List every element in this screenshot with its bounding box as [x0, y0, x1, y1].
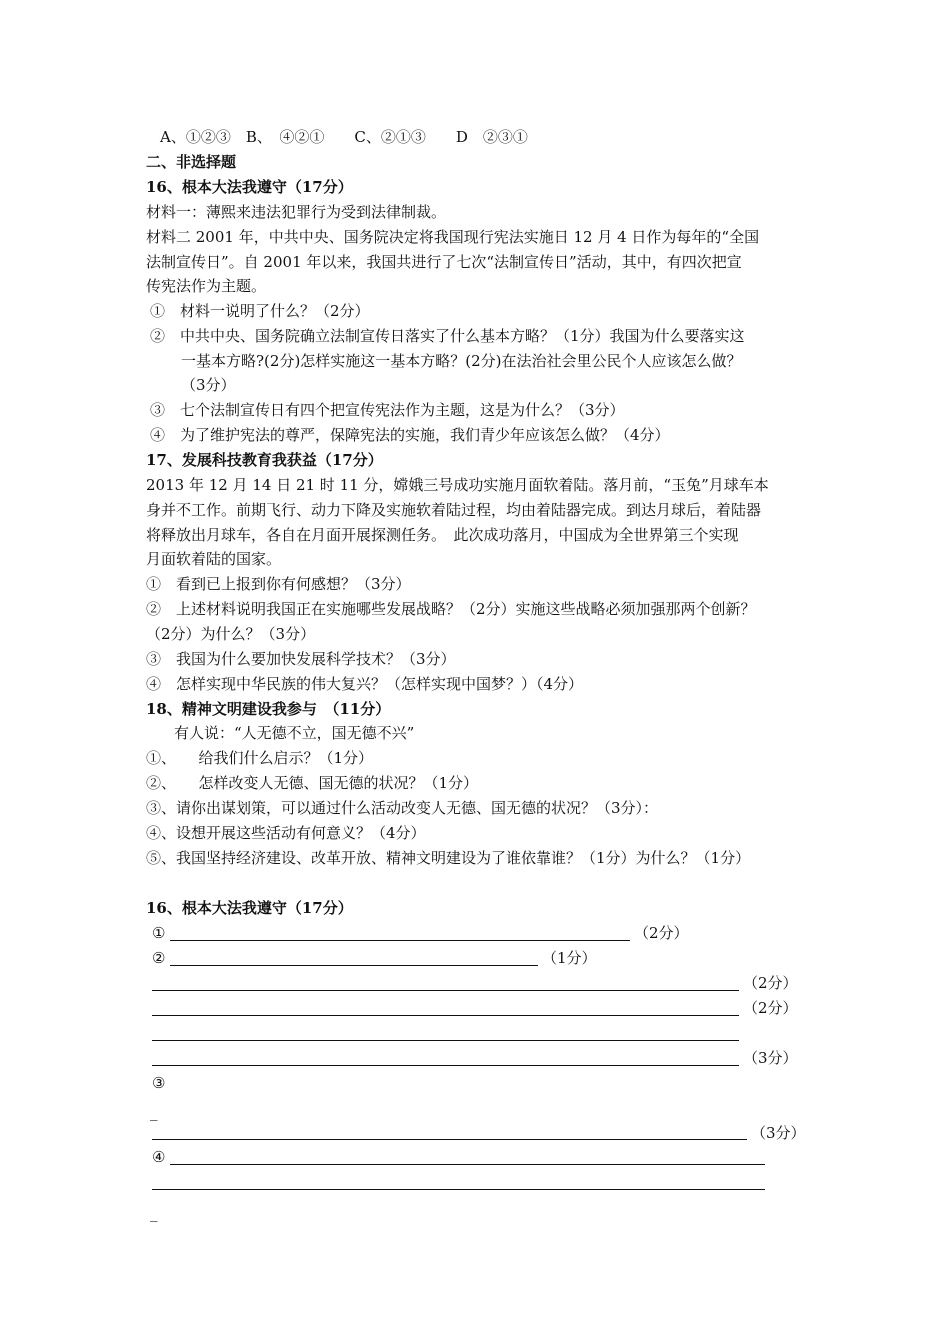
answer-line[interactable]	[170, 1164, 765, 1165]
q16-question4: ④ 为了维护宪法的尊严，保障宪法的实施，我们青少年应该怎么做？（4分）	[150, 426, 670, 444]
answer16-marker-4: ④	[152, 1148, 166, 1166]
q17-question1: ① 看到已上报到你有何感想？（3分）	[146, 575, 411, 593]
q16-question2-line3: （3分）	[181, 376, 236, 394]
answer16-marker-2: ②	[152, 949, 166, 967]
choice-options: A、①②③ B、 ④②① C、②①③ D ②③①	[160, 128, 528, 146]
q18-question3: ③、请你出谋划策，可以通过什么活动改变人无德、国无德的状况？（3分）：	[146, 799, 659, 817]
answer-line[interactable]	[152, 1015, 739, 1016]
q18-question1: ①、 给我们什么启示？（1分）	[146, 749, 374, 767]
q16-material2-line3: 传宪法作为主题。	[146, 277, 267, 295]
q18-question4: ④、设想开展这些活动有何意义？（4分）	[146, 824, 426, 842]
q16-material1: 材料一：薄熙来违法犯罪行为受到法律制裁。	[146, 203, 447, 221]
answer-line[interactable]	[152, 1189, 765, 1190]
answer16-score: （2分）	[743, 999, 798, 1017]
answer16-marker-1: ①	[152, 924, 166, 942]
answer16-score: （1分）	[542, 949, 597, 967]
q16-question2-line1: ② 中共中央、国务院确立法制宣传日落实了什么基本方略？（1分）我国为什么要落实这	[150, 327, 745, 345]
q18-title: 18、精神文明建设我参与 （11分）	[146, 700, 391, 718]
q16-title: 16、根本大法我遵守（17分）	[146, 178, 353, 196]
q16-question2-line2: 一基本方略?(2分)怎样实施这一基本方略？(2分)在法治社会里公民个人应该怎么做？	[181, 352, 742, 370]
answer-line[interactable]	[170, 965, 538, 966]
q16-question1: ① 材料一说明了什么？（2分）	[150, 302, 370, 320]
q17-title: 17、发展科技教育我获益（17分）	[146, 451, 383, 469]
q17-passage-line4: 月面软着陆的国家。	[146, 550, 282, 568]
answer16-dash: _	[150, 1204, 158, 1222]
q18-question5: ⑤、我国坚持经济建设、改革开放、精神文明建设为了谁依靠谁？（1分）为什么？（1分）	[146, 849, 751, 867]
q17-question3: ③ 我国为什么要加快发展科学技术？（3分）	[146, 650, 456, 668]
answer16-title: 16、根本大法我遵守（17分）	[146, 899, 353, 917]
answer-line[interactable]	[170, 940, 630, 941]
q16-material2-line2: 法制宣传日”。自 2001 年以来，我国共进行了七次“法制宣传日”活动，其中，有四次把宣	[146, 253, 742, 271]
answer16-score: （3分）	[751, 1124, 806, 1142]
q17-passage-line1: 2013 年 12 月 14 日 21 时 11 分，嫦娥三号成功实施月面软着陆。落月前，“玉兔”月球车本	[146, 476, 769, 494]
answer-line[interactable]	[152, 990, 739, 991]
q17-passage-line3: 将释放出月球车，各自在月面开展探测任务。 此次成功落月，中国成为全世界第三个实现	[146, 526, 739, 544]
answer16-score: （3分）	[743, 1049, 798, 1067]
q16-question3: ③ 七个法制宣传日有四个把宣传宪法作为主题，这是为什么？（3分）	[150, 401, 625, 419]
answer16-dash: _	[150, 1103, 158, 1121]
q18-quote: 有人说：“人无德不立，国无德不兴”	[174, 724, 415, 742]
answer16-score: （2分）	[634, 924, 689, 942]
q17-question2-line2: （2分）为什么？（3分）	[146, 625, 316, 643]
answer-line[interactable]	[152, 1065, 739, 1066]
answer16-score: （2分）	[743, 974, 798, 992]
q17-question2-line1: ② 上述材料说明我国正在实施哪些发展战略？（2分）实施这些战略必须加强那两个创新？	[146, 600, 756, 618]
q16-material2-line1: 材料二 2001 年，中共中央、国务院决定将我国现行宪法实施日 12 月 4 日作为每年的“全国	[146, 228, 760, 246]
answer-line[interactable]	[152, 1040, 739, 1041]
q18-question2: ②、 怎样改变人无德、国无德的状况？（1分）	[146, 774, 479, 792]
answer-line[interactable]	[152, 1139, 747, 1140]
answer16-marker-3: ③	[152, 1074, 166, 1092]
q17-passage-line2: 身并不工作。前期飞行、动力下降及实施软着陆过程，均由着陆器完成。到达月球后，着陆器	[146, 501, 762, 519]
section-title: 二、非选择题	[146, 153, 237, 171]
q17-question4: ④ 怎样实现中华民族的伟大复兴？（怎样实现中国梦？）（4分）	[146, 675, 584, 693]
